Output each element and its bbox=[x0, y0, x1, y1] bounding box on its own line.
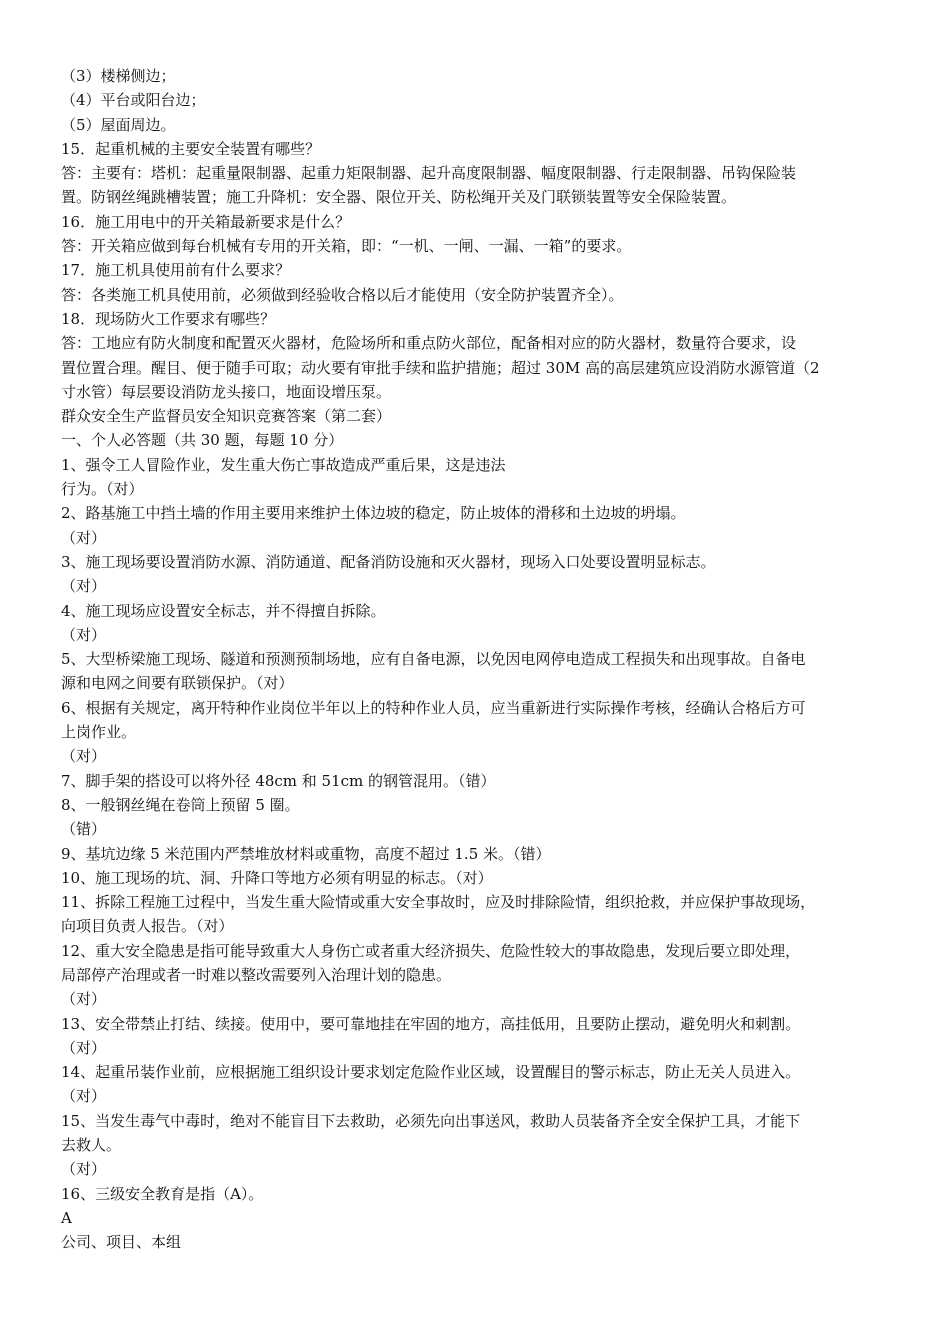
quiz-item: 11、拆除工程施工过程中，当发生重大险情或重大安全事故时，应及时排除险情，组织抢救，并应保护事故现场， bbox=[61, 893, 816, 912]
quiz-item: 3、施工现场要设置消防水源、消防通道、配备消防设施和灭火器材，现场入口处要设置明显标志。 bbox=[61, 552, 716, 571]
quiz-item: 向项目负责人报告。（对） bbox=[61, 917, 234, 936]
quiz-item: 2、路基施工中挡土墙的作用主要用来维护土体边坡的稳定，防止坡体的滑移和土边坡的坍塌。 bbox=[61, 504, 686, 523]
quiz-item: 4、施工现场应设置安全标志，并不得擅自拆除。 bbox=[61, 601, 386, 620]
quiz-answer: （对） bbox=[61, 1160, 107, 1179]
quiz-option-text: 公司、项目、本组 bbox=[61, 1233, 182, 1252]
quiz-item: 局部停产治理或者一时难以整改需要列入治理计划的隐患。 bbox=[61, 965, 452, 984]
question-heading: 18．现场防火工作要求有哪些？ bbox=[61, 309, 276, 328]
quiz-item: 上岗作业。 bbox=[61, 723, 137, 742]
quiz-item: 源和电网之间要有联锁保护。（对） bbox=[61, 674, 294, 693]
answer-line: 置位置合理。醒目、便于随手可取；动火要有审批手续和监护措施；超过 30M 高的高层建筑应设消防水源管道（2 bbox=[61, 358, 820, 377]
quiz-item: 14、起重吊装作业前，应根据施工组织设计要求划定危险作业区域，设置醒目的警示标志，防止无关人员进入。 bbox=[61, 1063, 801, 1082]
question-heading: 17．施工机具使用前有什么要求？ bbox=[61, 261, 291, 280]
quiz-item: 7、脚手架的搭设可以将外径 48cm 和 51cm 的钢管混用。（错） bbox=[61, 771, 496, 790]
quiz-answer: （对） bbox=[61, 528, 107, 547]
quiz-answer: （对） bbox=[61, 625, 107, 644]
text-line: （3）楼梯侧边； bbox=[61, 67, 176, 85]
section-title: 群众安全生产监督员安全知识竞赛答案（第二套） bbox=[61, 407, 392, 426]
quiz-answer: （对） bbox=[61, 1087, 107, 1106]
question-heading: 16．施工用电中的开关箱最新要求是什么？ bbox=[61, 212, 351, 231]
quiz-item: 10、施工现场的坑、洞、升降口等地方必须有明显的标志。（对） bbox=[61, 868, 493, 887]
answer-line: 答：各类施工机具使用前，必须做到经验收合格以后才能使用（安全防护装置齐全）。 bbox=[61, 285, 624, 304]
quiz-answer: （对） bbox=[61, 1038, 107, 1057]
text-line: （5）屋面周边。 bbox=[61, 115, 176, 134]
text-line: （4）平台或阳台边； bbox=[61, 91, 206, 110]
answer-line: 答：工地应有防火制度和配置灭火器材，危险场所和重点防火部位，配备相对应的防火器材，数量符合要求，设 bbox=[61, 334, 797, 353]
answer-line: 答：开关箱应做到每台机械有专用的开关箱，即：“一机、一闸、一漏、一箱”的要求。 bbox=[61, 237, 632, 256]
question-heading: 15．起重机械的主要安全装置有哪些？ bbox=[61, 139, 321, 158]
section-subtitle: 一、个人必答题（共 30 题，每题 10 分） bbox=[61, 431, 344, 450]
quiz-item: 13、安全带禁止打结、续接。使用中，要可靠地挂在牢固的地方，高挂低用，且要防止摆动，避免明火和刺割。 bbox=[61, 1014, 801, 1033]
answer-line: 答：主要有：塔机：起重量限制器、起重力矩限制器、起升高度限制器、幅度限制器、行走限制器、吊钩保险装 bbox=[61, 164, 797, 183]
quiz-item: 行为。（对） bbox=[61, 480, 144, 499]
answer-line: 置。防钢丝绳跳槽装置；施工升降机：安全器、限位开关、防松绳开关及门联锁装置等安全保险装置。 bbox=[61, 188, 737, 207]
quiz-item: 9、基坑边缘 5 米范围内严禁堆放材料或重物，高度不超过 1.5 米。（错） bbox=[61, 844, 551, 863]
quiz-item: 8、一般钢丝绳在卷筒上预留 5 圈。 bbox=[61, 795, 300, 814]
document-page bbox=[61, 64, 893, 1255]
quiz-answer: （对） bbox=[61, 990, 107, 1009]
quiz-item: 1、强令工人冒险作业，发生重大伤亡事故造成严重后果，这是违法 bbox=[61, 455, 506, 474]
quiz-item: 15、当发生毒气中毒时，绝对不能盲目下去救助，必须先向出事送风，救助人员装备齐全安全保护工具，才能下 bbox=[61, 1111, 801, 1130]
quiz-item: 去救人。 bbox=[61, 1136, 122, 1155]
quiz-item: 6、根据有关规定，离开特种作业岗位半年以上的特种作业人员，应当重新进行实际操作考核，经确认合格后方可 bbox=[61, 698, 806, 717]
quiz-item: 12、重大安全隐患是指可能导致重大人身伤亡或者重大经济损失、危险性较大的事故隐患，发现后要立即处理， bbox=[61, 941, 801, 960]
quiz-item: 16、三级安全教育是指（A）。 bbox=[61, 1184, 264, 1203]
quiz-answer: （对） bbox=[61, 577, 107, 596]
quiz-item: 5、大型桥梁施工现场、隧道和预测预制场地，应有自备电源，以免因电网停电造成工程损失和出现事故。自备电 bbox=[61, 650, 806, 669]
quiz-option-letter: A bbox=[61, 1208, 72, 1227]
quiz-answer: （错） bbox=[61, 820, 107, 839]
answer-line: 寸水管）每层要设消防龙头接口，地面设增压泵。 bbox=[61, 382, 392, 401]
quiz-answer: （对） bbox=[61, 747, 107, 766]
